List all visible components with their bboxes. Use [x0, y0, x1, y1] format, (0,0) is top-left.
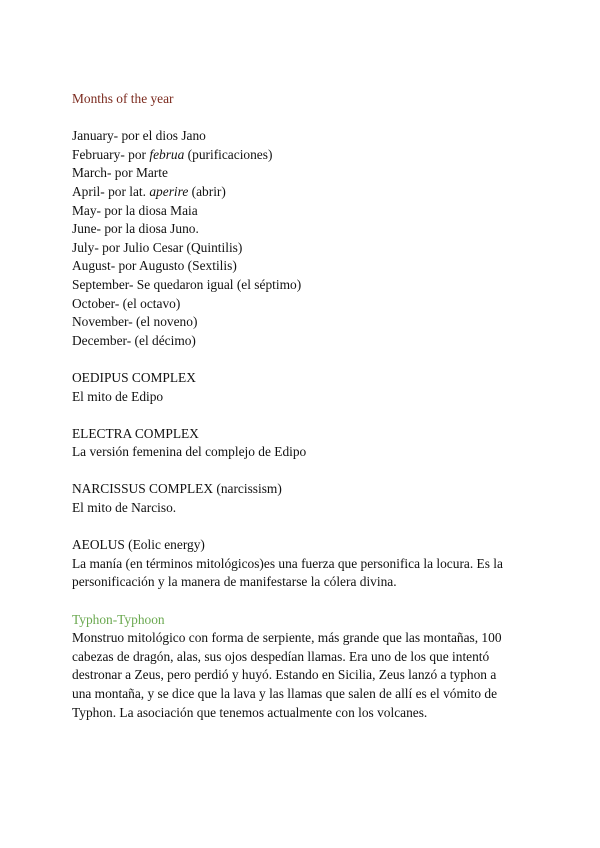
month-text: December- (el décimo) — [72, 332, 196, 348]
spacer — [72, 462, 532, 481]
aeolus-body-line: La manía (en términos mitológicos)es una fuerza que personifica la locura. Es la — [72, 555, 503, 571]
month-etymology: februa — [149, 146, 185, 162]
spacer — [72, 518, 532, 537]
month-text-suffix: (abrir) — [188, 183, 226, 199]
typhon-body-line: Monstruo mitológico con forma de serpiente, más grande que las montañas, 100 — [72, 630, 502, 646]
electra-title: ELECTRA COMPLEX — [72, 425, 199, 441]
month-text: May- por la diosa Maia — [72, 202, 198, 218]
month-text-suffix: (purificaciones) — [184, 146, 273, 162]
typhon-body-line: destronar a Zeus, pero perdió y huyó. Estando en Sicilia, Zeus lanzó a typhon a — [72, 667, 497, 683]
month-line-june — [72, 220, 532, 239]
aeolus-title: AEOLUS (Eolic energy) — [72, 537, 205, 553]
month-text: October- (el octavo) — [72, 295, 181, 311]
oedipus-title: OEDIPUS COMPLEX — [72, 369, 196, 385]
months-title: Months of the year — [72, 91, 174, 106]
month-text: April- por lat. — [72, 183, 150, 199]
spacer — [72, 109, 532, 128]
month-text: August- por Augusto (Sextilis) — [72, 258, 237, 274]
month-line-july — [72, 239, 532, 258]
month-line-march — [72, 164, 532, 183]
month-line-february — [72, 146, 532, 165]
month-text: March- por Marte — [72, 165, 168, 181]
month-text: June- por la diosa Juno. — [72, 221, 199, 237]
month-line-december — [72, 332, 532, 351]
month-line-october — [72, 295, 532, 314]
month-text: November- (el noveno) — [72, 314, 198, 330]
month-etymology: aperire — [149, 183, 189, 199]
oedipus-body: El mito de Edipo — [72, 388, 164, 404]
month-line-november — [72, 313, 532, 332]
document-page — [72, 90, 532, 722]
month-line-september — [72, 276, 532, 295]
month-line-april — [72, 183, 532, 202]
month-line-may — [72, 202, 532, 221]
month-line-august — [72, 257, 532, 276]
typhon-body-line: Typhon. La asociación que tenemos actualmente con los volcanes. — [72, 704, 428, 720]
months-list — [72, 127, 532, 350]
month-text: July- por Julio Cesar (Quintilis) — [72, 239, 243, 255]
month-text: February- por — [72, 146, 150, 162]
narcissus-title: NARCISSUS COMPLEX (narcissism) — [72, 481, 282, 497]
typhon-body-line: cabezas de dragón, alas, sus ojos despedían llamas. Era uno de los que intentó — [72, 648, 490, 664]
typhon-title: Typhon-Typhoon — [72, 611, 165, 627]
month-line-january — [72, 127, 532, 146]
spacer — [72, 592, 532, 611]
month-text: January- por el dios Jano — [72, 128, 206, 144]
spacer — [72, 406, 532, 425]
typhon-body-line: una montaña, y se dice que la lava y las llamas que salen de allí es el vómito de — [72, 686, 498, 701]
electra-body: La versión femenina del complejo de Edipo — [72, 444, 307, 460]
spacer — [72, 350, 532, 369]
narcissus-body: El mito de Narciso. — [72, 500, 177, 516]
month-text: September- Se quedaron igual (el séptimo) — [72, 276, 302, 292]
aeolus-body-line: personificación y la manera de manifestarse la cólera divina. — [72, 574, 397, 590]
